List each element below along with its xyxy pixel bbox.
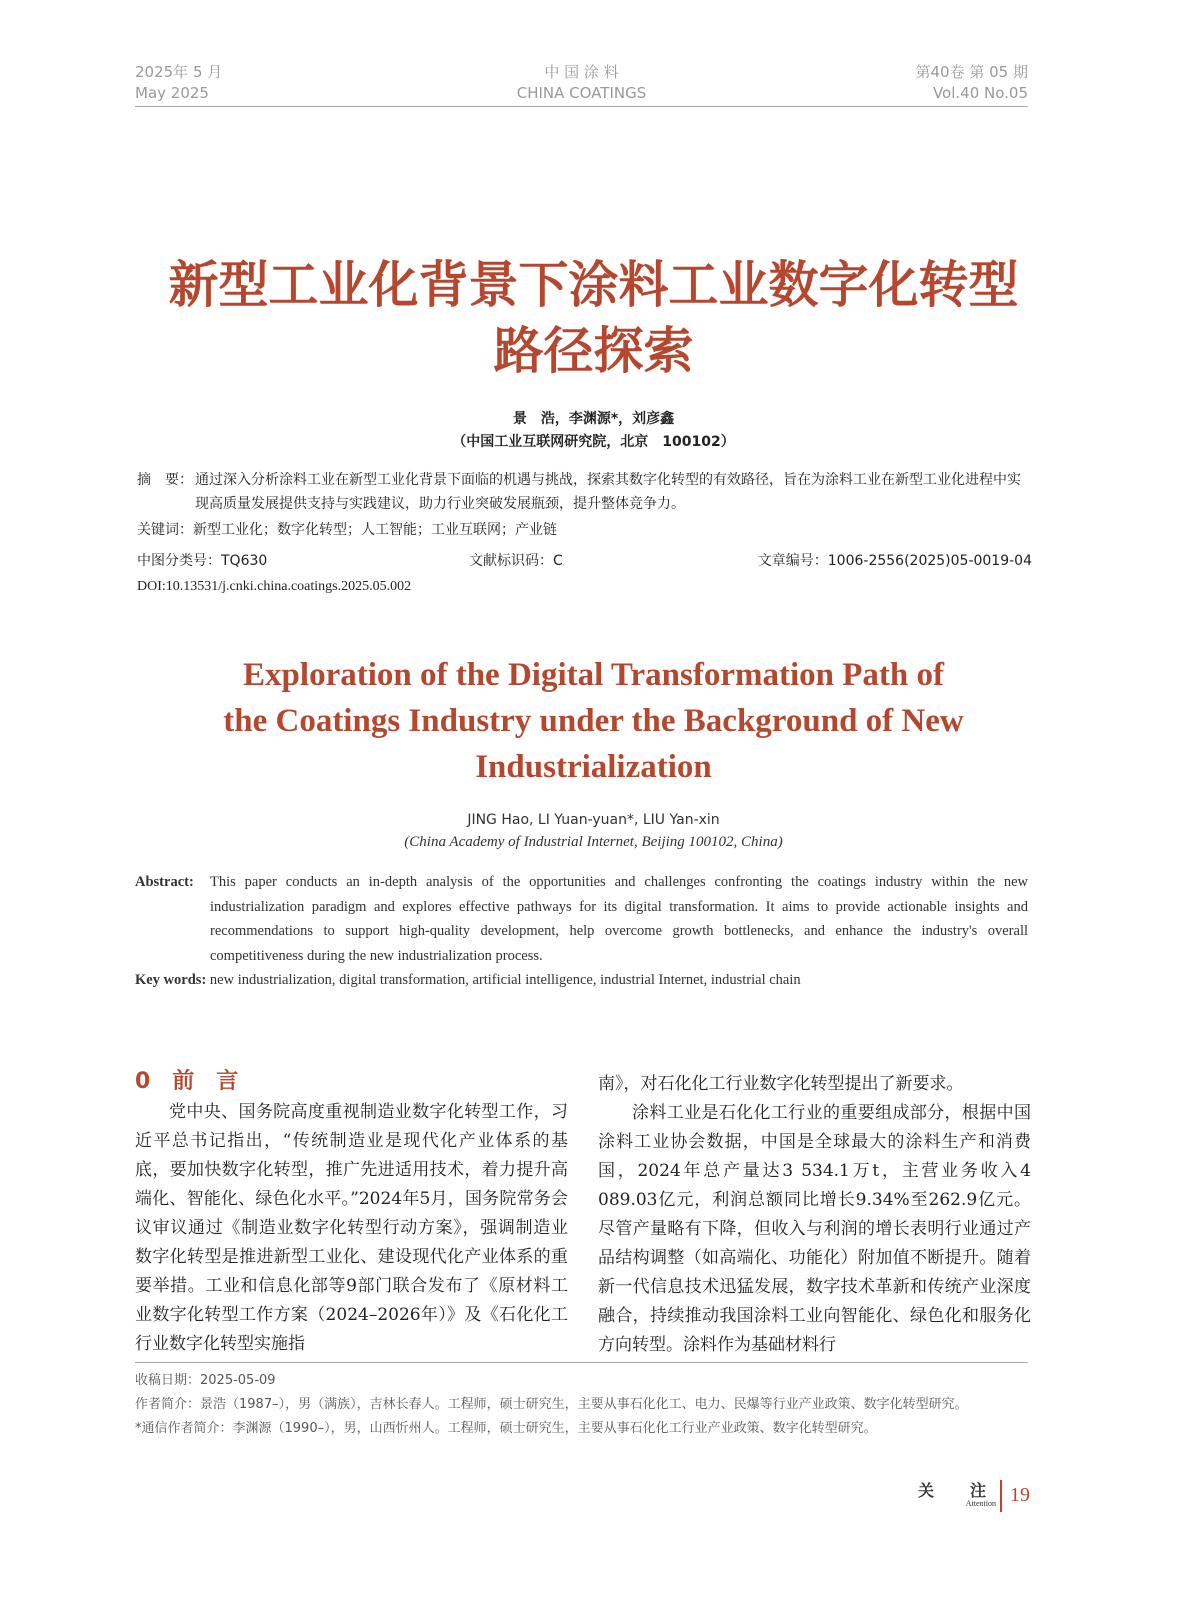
authors-cn: 景 浩，李渊源*，刘彦鑫 (512, 411, 675, 427)
abstract-cn-text: 通过深入分析涂料工业在新型工业化背景下面临的机遇与挑战，探索其数字化转型的有效路径，旨在为涂料工业在新型工业化进程中实现高质量发展提供支持与实践建议，助力行业突破发展瓶颈，提升整体竞争力。 (195, 472, 1021, 512)
abstract-en (135, 870, 1028, 968)
clc-number: 中图分类号：TQ630 (137, 553, 268, 569)
journal-name-en: CHINA COATINGS (516, 84, 647, 102)
title-en-line: Exploration of the Digital Transformation Path of (243, 657, 944, 693)
body-column-left (135, 1068, 568, 1359)
title-cn-line: 路径探索 (493, 322, 694, 380)
abstract-en-text: This paper conducts an in-depth analysis of the opportunities and challenges confronting the coatings industry within the new industrialization paradigm and explores effective pathways for its digital transformation. It aims to provide actionable insights and recommendations to support high-quality development, help overcome growth bottlenecks, and enhance the industry's overall competitiveness during the new industrialization process. (210, 874, 1028, 964)
paragraph: 南》，对石化化工行业数字化转型提出了新要求。 (598, 1074, 964, 1094)
section-heading: 0 前 言 (135, 1069, 239, 1094)
keywords-en-text: new industrialization, digital transformation, artificial intelligence, industrial Internet, industrial chain (209, 972, 801, 988)
author-bio: 作者简介：景浩（1987–），男（满族），吉林长春人。工程师，硕士研究生，主要从事石化化工、电力、民爆等行业产业政策、数字化转型研究。 (135, 1397, 968, 1412)
abstract-cn (137, 468, 1032, 516)
paragraph: 党中央、国务院高度重视制造业数字化转型工作，习近平总书记指出，“传统制造业是现代化产业体系的基底，要加快数字化转型，推广先进适用技术，着力提升高端化、智能化、绿色化水平。”2024年5月，国务院常务会议审议通过《制造业数字化转型行动方案》，强调制造业数字化转型是推进新型工业化、建设现代化产业体系的重要举措。工业和信息化部等9部门联合发布了《原材料工业数字化转型工作方案（2024–2026年）》及《石化化工行业数字化转型实施指 (135, 1102, 568, 1354)
authors-cn-block (0, 408, 1187, 454)
article-number: 文章编号：1006-2556(2025)05-0019-04 (757, 553, 1032, 569)
received-date: 收稿日期：2025-05-09 (135, 1373, 276, 1388)
keywords-cn-label: 关键词： (137, 522, 193, 538)
keywords-cn-text: 新型工业化；数字化转型；人工智能；工业互联网；产业链 (193, 522, 557, 538)
document-code: 文献标识码：C (469, 553, 563, 569)
affiliation-cn: （中国工业互联网研究院，北京 100102） (452, 434, 735, 450)
running-header (135, 62, 1028, 107)
issue-date-en: May 2025 (135, 84, 209, 102)
keywords-en (135, 968, 1028, 993)
abstract-cn-label: 摘 要： (137, 472, 193, 488)
title-cn (100, 252, 1087, 384)
footnotes (135, 1362, 1028, 1441)
title-en-line: the Coatings Industry under the Background of New (223, 703, 964, 739)
journal-name-cn: 中 国 涂 料 (544, 63, 619, 81)
keywords-cn (137, 518, 1032, 542)
corresponding-author-bio: *通信作者简介：李渊源（1990–），男，山西忻州人。工程师，硕士研究生，主要从事石化化工行业产业政策、数字化转型研究。 (135, 1421, 877, 1436)
page-footer (900, 1478, 1030, 1514)
column-name-en: Attention (965, 1499, 996, 1508)
issue-date-cn: 2025年 5 月 (135, 63, 223, 81)
volume-cn: 第40卷 第 05 期 (915, 63, 1028, 81)
body-column-right (598, 1070, 1031, 1360)
affiliation-en: (China Academy of Industrial Internet, Beijing 100102, China) (404, 834, 783, 850)
abstract-en-label: Abstract: (135, 874, 194, 890)
title-cn-line: 新型工业化背景下涂料工业数字化转型 (168, 256, 1019, 314)
page-number: 19 (1010, 1484, 1030, 1506)
footer-divider (1000, 1480, 1002, 1512)
column-name-cn: 关 注 (917, 1481, 996, 1500)
title-en (100, 652, 1087, 790)
authors-en: JING Hao, LI Yuan-yuan*, LIU Yan-xin (467, 812, 720, 828)
keywords-en-label: Key words: (135, 972, 207, 988)
title-en-line: Industrialization (475, 749, 712, 785)
paragraph: 涂料工业是石化化工行业的重要组成部分，根据中国涂料工业协会数据，中国是全球最大的涂料生产和消费国，2024年总产量达3 534.1万t，主营业务收入4 089.03亿元，利润总额同比增长9.34%至262.9亿元。尽管产量略有下降，但收入与利润的增长表明行业通过产品结构调整（如高端化、功能化）附加值不断提升。随着新一代信息技术迅猛发展，数字技术革新和传统产业深度融合，持续推动我国涂料工业向智能化、绿色化和服务化方向转型。涂料作为基础材料行 (598, 1103, 1031, 1355)
volume-en: Vol.40 No.05 (932, 84, 1028, 102)
doi[interactable]: DOI:10.13531/j.cnki.china.coatings.2025.05.002 (137, 579, 412, 594)
